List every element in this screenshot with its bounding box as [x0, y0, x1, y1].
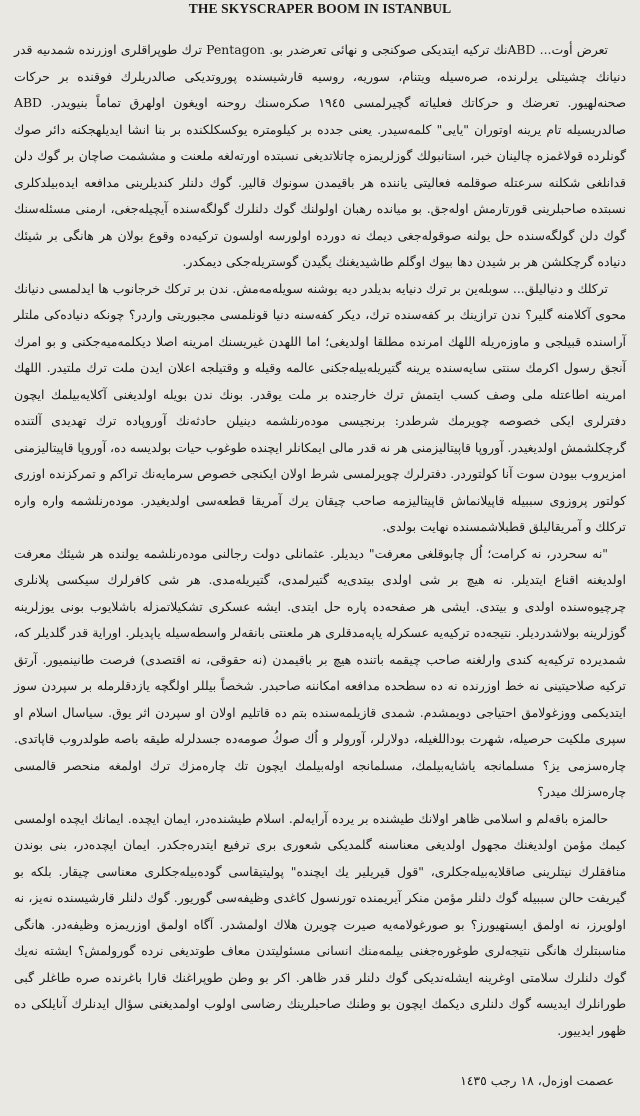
- article-title: THE SKYSCRAPER BOOM IN ISTANBUL: [188, 1, 452, 16]
- paragraph: تعرض أوت... ABDنك تركيه ايتديكى صوكنجى و نهائى تعرضدر بو. Pentagon ترك طوپراقلرى اوزرنده شمدىيه قدر دنيانك چشيتلى يرلرنده، صره‌سيله ويتنام، سوريه، روسيه قارشيسنده پوروتديكى صالدريلرك فوقنده بر حركات صحنه‌لهيور. تعرضك و حركاتك فعلياته گچيرلمسى ١٩٤٥ صكره‌سنك روحنه اويغون اولهرق تماماً بنيويدر. ABD صالدريسيله تام يرينه اوتوران "يايى" كلمه‌سيدر. يعنى جدده بر كيلومتره يوكسكلكنده بر بنا انشا ايديلهجكنه دائر صوك گونلرده قولاغمزه چالينان خبر، استانبولك گوزلريمزه چاتلاتديغى نسبتده اورته‌لغه ملعنت و مششمت صاچان بر گوك دلن قدانلغى شكلنه سرعتله صوقلمه فعاليتى ياننده هر باقيمدن سونوك قاليږ. گوك دلنلر كنديلرينى مدافعه ايده‌بيلدكلرى نسبتده صاحبلرينى قورتارمش اوله‌جق. بو ميانده رهبان اولولنك گوك دلنلرك گولگه‌سنده آيچيله‌جغى، ارمنى مسئله‌سنك گوك دلن گولگه‌سنده حل يولنه صوقوله‌جغى ديمك نه دورده اولورسه اولسون تركيه‌ده وقوع بولان هر هانگى بر شيئك دنياده گرچكلشن هر بر شيدن دها بيوك اوگلم طاشيديغنك يگيدن گوستريله‌جكى ديمكدر.: [14, 42, 626, 269]
- paragraph: حالمزه باقه‌لم و اسلامى ظاهر اولانك طيشنده بر يرده آرايه‌لم. اسلام طيشنده‌در، ايمان ايچده. ايمانك ايچده اولمسى كيمك مؤمن اولديغنك مجهول اولديغى معناسنه گلمديكى شعورى برى ترفيع ايتدره‌جكدر. ايمان ايچده‌در، بنى بوندن منافقلرك نيتلرينى صاقلايه‌بيله‌جكلرى، "قول قيريلير يك ايچنده" پوليتيقاسى گوده‌بيله‌جكلرى معناسى چيقار. بلكه بو گيريفت حالن سببيله گوك دلنلر مؤمن منكر آيريمنده تورنسول كاغدى وظيفه‌سى گوريور. گوك دلنلر قارشيسنده نه‌يز، نه اولويرز، نه اولمق ايستهيورز؟ بو صورغولامه‌يه صيرت چويرن هلاك اولمشدر. آگاه اولمق اوزريمزه وظيفه‌در. هانگى مناسبتلرك هانگى نتيجه‌لرى طوغوره‌جغنى بيلمه‌منك انسانى مسئوليتدن معاف طوتديغى نرده گورولمش؟ ايشته نه‌يك گوك دلنلرك سلامتى اوغرينه ايشله‌نديكى گوك دلنلر قدر ظاهر. اكر بو وطن طوپراغنك قارا باغرنده صره طاغلر گبى طورانلرك ايديسه گوك دلنلرى ديكمك ايچون بو وطنك صاحبلرينك رضاسى اولوب اولمديغنى سؤال ايدنلرك آنايلكى ده ظهور ايدييور.: [14, 810, 626, 1038]
- author-signature: عصمت اوزەل، ١٨ رجب ١٤٣٥: [460, 1073, 614, 1088]
- article-body: [14, 37, 626, 1044]
- paragraph: "نه سحردر، نه كرامت؛ اُل چابوقلغى معرفت" ديديلر. عثمانلى دولت رجالنى موده‌رنلشمه يولنده هر شيئك معرفت اولديغنه اقناع ايتديلر. نه هيچ بر شى اولدى بيتدى‌يه گتيرلمدى، گتيريله‌مدى. هر شى كافرلرك سيكسى پلانلرى چرچيوه‌سنده اولدى و بيتدى. ايشى هر صفحه‌ده پاره حل ايتدى. ايشه عسكرى تشكيلاتمزله باشلايوب بونى يوزلرينه گوزلرينه بولاشدرديلر. نتيجه‌ده تركيه‌يه عسكرله ياپه‌مدقلرى هر ملعنتى بانقه‌لر واسطه‌سيله ياپديلر. اوراية قدر گلديلر كه، شمديرده تركيه‌يه كندى وارلغنه صاحب چيقمه باتنده هيچ بر باقيمدن (نه حقوقى، نه اقتصدى) فرصت طانينميور. آرتق تركيه صلاحيتينى نه خط اوزرنده نه ده سطحده مدافعه امكاننه صاحبدر. شخصاً بيللر اولگچه يازدقلرمله بر سپردن سوز ايتديكمى ووزغولامق احتياجى دويمشدم. شمدى قازيلمه‌سنده بتم ده قاتليم اولان او سپردن اثر يوق. سياسال اسلام او سپرى ملكيت حرصيله، شهرت بوداللغيله، دولارلر، آورولر و اُك صوكُ صومه‌ده جسدلرله طيقه باصه طولدروب قاپاتدى. چاره‌سزمى يز؟ مسلمانجه ياشايه‌بيلمك، مسلمانجه اوله‌بيلمك ايچون تك چاره‌مزك ترك اولمغه منحصر قالمسى چاره‌سزلك ميدر؟: [14, 545, 626, 799]
- paragraph: تركلك و دنياليلق... سوبله‌ين بر ترك دنيايه بديلدر ديه بوشنه سويله‌مه‌مش. ندن بر تركك خرجانوب ها ايدلمسى دنيانك محوى آكلامنه گلير؟ ندن ترازينك بر كفه‌سنده ترك، ديكر كفه‌سنه دنيا قونلمسى مجبوريتى واردر؟ چونكه دنياده‌كى ملتلر آراسنده قبيلجى و ماوزه‌ريله اللهك امرنده مطلقا اولديغى؛ اما اللهدن غيريسنك امرينه اصلا ديكلمه‌ميه‌جكنى و بو امرك آنجق رسول اكرمك سنتى سايه‌سنده يرينه گتيريله‌بيله‌جكنى عالمه وقيله و وقتيلجه اعلان ايدن ملت ترك ملتيدر. اللهك امرينه اطاعتله ملى وصف كسب ايتمش ترك خارجنده بر ملت يوقدر. بونك ندن بويله اولديغنى آكلايه‌بيلمك ايچون دفترلرى ايكى خصوصه چويرمك شرطدر: برنجيسى موده‌رنلشمه دينيلن حادثه‌نك آوروپاده ترك تهديدى آلتنده گرچكلشمش اولديغيدر. آوروپا قاپيتاليزمنى هر نه قدر مالى ايمكانلر ايچنده طوغوب حيات بولديسه ده، آوروپا قاپيتاليزمنى امزيروب بيودن سوت آنا كولتوردر. دفترلرك چويرلمسى شرط اولان ايكنجى خصوص سرمايه‌نك تراكم و تمركزنده اوزرى كولتور پروزوى سببيله قاپيلانماش قاپيتاليزمه صاحب چيقان يرك آمريقا قطعه‌سى اولديغيدر. موده‌رنلشمه واره واره تركلك و آمريقاليلق قطبلاشمسنده نهايت بولدى.: [14, 280, 626, 534]
